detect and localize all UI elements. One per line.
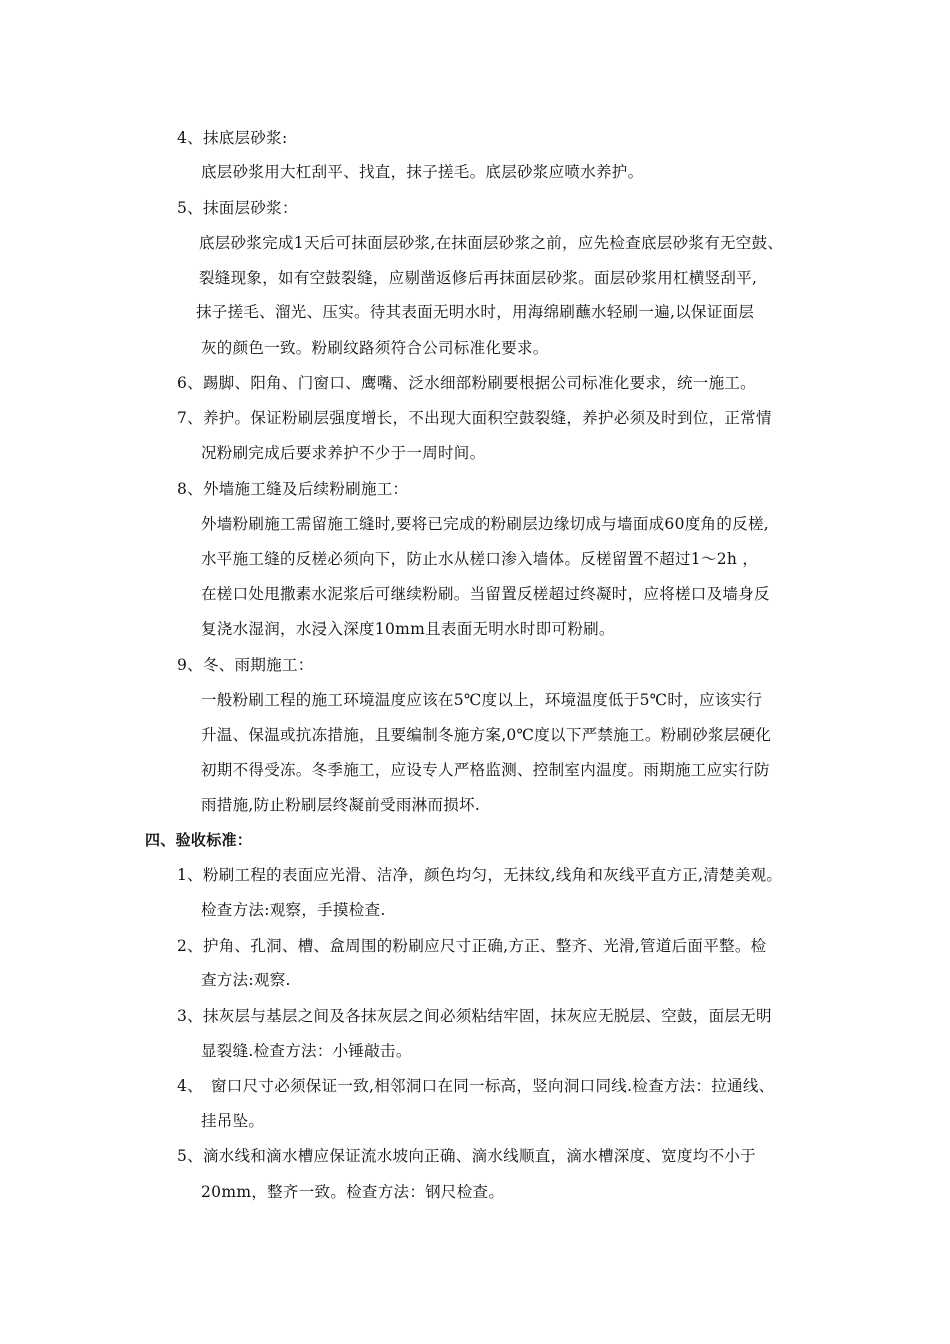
item-8-body-line-2: 水平施工缝的反槎必须向下，防止水从槎口渗入墙体。反槎留置不超过1～2h ， bbox=[201, 550, 759, 568]
item-9-body-line-4: 雨措施,防止粉刷层终凝前受雨淋而损坏. bbox=[201, 796, 481, 814]
criterion-2-line-1: 2、护角、孔洞、槽、盒周围的粉刷应尺寸正确,方正、整齐、光滑,管道后面平整。检 bbox=[177, 937, 767, 955]
criterion-3-line-1: 3、抹灰层与基层之间及各抹灰层之间必须粘结牢固，抹灰应无脱层、空鼓，面层无明 bbox=[177, 1007, 772, 1025]
item-5-body-line-2: 裂缝现象，如有空鼓裂缝，应剔凿返修后再抹面层砂浆。面层砂浆用杠横竖刮平, bbox=[199, 269, 758, 287]
item-5-title: 5、抹面层砂浆： bbox=[177, 199, 298, 217]
item-9-body-line-2: 升温、保温或抗冻措施，且要编制冬施方案,0℃度以下严禁施工。粉刷砂浆层硬化 bbox=[201, 726, 772, 744]
criterion-1-line-2: 检查方法:观察，手摸检查. bbox=[201, 901, 386, 919]
criterion-2-line-2: 查方法:观察. bbox=[201, 971, 291, 989]
criterion-3-line-2: 显裂缝.检查方法：小锤敲击。 bbox=[201, 1042, 412, 1060]
item-5-body-line-4: 灰的颜色一致。粉刷纹路须符合公司标准化要求。 bbox=[201, 339, 549, 357]
item-7-line-1: 7、养护。保证粉刷层强度增长，不出现大面积空鼓裂缝，养护必须及时到位，正常情 bbox=[177, 409, 772, 427]
section-heading-acceptance: 四、验收标准： bbox=[145, 831, 253, 849]
criterion-5-line-2: 20mm，整齐一致。检查方法：钢尺检查。 bbox=[201, 1183, 505, 1201]
item-8-body-line-4: 复浇水湿润，水浸入深度10mm且表面无明水时即可粉刷。 bbox=[201, 620, 615, 638]
item-8-body-line-1: 外墙粉刷施工需留施工缝时,要将已完成的粉刷层边缘切成与墙面成60度角的反槎, bbox=[201, 515, 769, 533]
item-9-title: 9、冬、雨期施工： bbox=[177, 656, 314, 674]
criterion-4-line-2: 挂吊坠。 bbox=[201, 1112, 265, 1130]
item-5-body-line-1: 底层砂浆完成1天后可抹面层砂浆,在抹面层砂浆之前，应先检查底层砂浆有无空鼓、 bbox=[199, 234, 784, 252]
item-8-body-line-3: 在槎口处甩撒素水泥浆后可继续粉刷。当留置反槎超过终凝时，应将槎口及墙身反 bbox=[201, 585, 770, 603]
item-7-line-2: 况粉刷完成后要求养护不少于一周时间。 bbox=[201, 444, 486, 462]
item-8-title: 8、外墙施工缝及后续粉刷施工： bbox=[177, 480, 409, 498]
item-5-body-line-3: 抹子搓毛、溜光、压实。待其表面无明水时，用海绵刷蘸水轻刷一遍,以保证面层 bbox=[196, 303, 755, 321]
item-9-body-line-1: 一般粉刷工程的施工环境温度应该在5℃度以上，环境温度低于5℃时，应该实行 bbox=[201, 691, 763, 709]
criterion-5-line-1: 5、滴水线和滴水槽应保证流水坡向正确、滴水线顺直，滴水槽深度、宽度均不小于 bbox=[177, 1147, 756, 1165]
criterion-4-line-1: 4、 窗口尺寸必须保证一致,相邻洞口在同一标高，竖向洞口同线.检查方法：拉通线、 bbox=[177, 1077, 775, 1095]
item-6: 6、踢脚、阳角、门窗口、鹰嘴、泛水细部粉刷要根据公司标准化要求，统一施工。 bbox=[177, 374, 756, 392]
item-4-title: 4、抹底层砂浆: bbox=[177, 129, 288, 147]
item-4-body: 底层砂浆用大杠刮平、找直，抹子搓毛。底层砂浆应喷水养护。 bbox=[201, 163, 644, 181]
criterion-1-line-1: 1、粉刷工程的表面应光滑、洁净，颜色均匀，无抹纹,线角和灰线平直方正,清楚美观。 bbox=[177, 866, 783, 884]
item-9-body-line-3: 初期不得受冻。冬季施工，应设专人严格监测、控制室内温度。雨期施工应实行防 bbox=[201, 761, 770, 779]
